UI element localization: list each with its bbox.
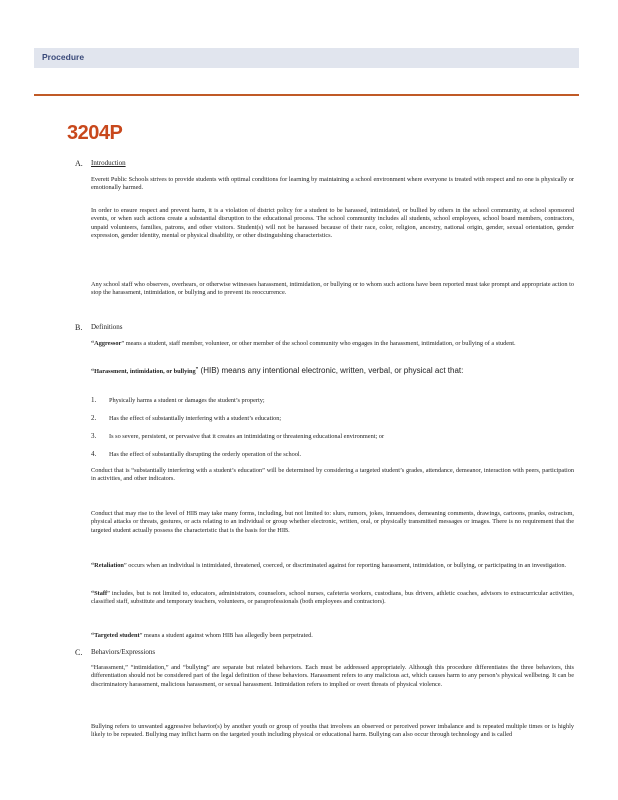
procedure-header-band <box>34 48 579 68</box>
section-letter: B. <box>75 323 83 332</box>
section-a-heading <box>75 159 126 168</box>
hib-item-3: 3. Is so severe, persistent, or pervasive that it creates an intimidating or threatening educational environment; or <box>91 432 385 440</box>
conduct-paragraph-2: Conduct that may rise to the level of HIB may take many forms, including, but not limited to: slurs, rumors, jokes, innuendoes, demeaning comments, drawings, cartoons, pranks, ostracism, physical attacks or threats, gestures, or acts relating to an individual or group whether electronic, written, oral, or physically transmitted messages or images. There is no requirement that the targeted student actually possess the characteristic that is the basis for the HIB. <box>91 510 574 534</box>
definition-aggressor <box>91 340 574 348</box>
policy-number: 3204P <box>67 122 123 144</box>
term-aggressor: “Aggressor <box>91 340 122 347</box>
section-title: Introduction <box>91 159 126 167</box>
intro-paragraph-3: Any school staff who observes, overhears, or otherwise witnesses harassment, intimidation, or bullying or to whom such actions have been reported must take prompt and appropriate action to stop the harassment, intimidation, or bullying and to prevent its reoccurrence. <box>91 281 574 297</box>
section-title: Definitions <box>91 323 123 331</box>
definition-staff <box>91 590 574 607</box>
section-title: Behaviors/Expressions <box>91 648 156 656</box>
hib-item-1: 1. Physically harms a student or damages the student’s property; <box>91 396 265 404</box>
behaviors-paragraph-2: Bullying refers to unwanted aggressive behavior(s) by another youth or group of youths that involves an observed or perceived power imbalance and is repeated multiple times or is highly likely to be repeated. Bullying may inflict harm on the targeted youth including physical or educational harm. Bullying can also occur through technology and is called <box>91 723 574 739</box>
section-b-heading <box>75 323 123 332</box>
behaviors-paragraph-1: “Harassment,” “intimidation,” and “bullying” are separate but related behaviors. Each must be addressed appropriately. Although this procedure differentiates the three behaviors, this differentiation should not be considered part of the legal definition of these behaviors. Harassment refers to any malicious act, which causes harm to any person’s physical wellbeing. It can be discriminatory harassment, malicious harassment, or sexual harassment. Intimidation refers to implied or overt threats of physical violence. <box>91 664 574 688</box>
term-targeted-student: “Targeted student <box>91 632 140 639</box>
section-letter: A. <box>75 159 83 168</box>
definition-hib <box>91 366 574 377</box>
section-c-heading <box>75 648 156 657</box>
definition-text: ” includes, but is not limited to, educators, administrators, counselors, school nurses, cafeteria workers, custodians, bus drivers, athletic coaches, advisors to extracurricular activities, classified staff, substitute and temporary teachers, volunteers, or paraprofessionals (both employees and contractors). <box>91 590 574 606</box>
term-staff: “Staff <box>91 590 108 597</box>
conduct-paragraph-1: Conduct that is “substantially interfering with a student’s education” will be determined by considering a targeted student’s grades, attendance, demeanor, interaction with peers, participation in activities, and other indicators. <box>91 467 574 483</box>
definition-text: ” (HIB) means any intentional electronic, written, verbal, or physical act that: <box>195 366 464 375</box>
definition-retaliation <box>91 562 574 570</box>
procedure-label: Procedure <box>42 52 85 62</box>
definition-text: ” means a student against whom HIB has allegedly been perpetrated. <box>139 632 313 639</box>
header-divider <box>34 94 579 96</box>
definition-text: ” occurs when an individual is intimidated, threatened, coerced, or discriminated against for reporting harassment, intimidation, or bullying, or participating in an investigation. <box>123 562 567 569</box>
definition-text: ” means a student, staff member, volunteer, or other member of the school community who engages in the harassment, intimidation, or bullying of a student. <box>121 340 516 347</box>
hib-item-2: 2. Has the effect of substantially interfering with a student’s education; <box>91 414 282 422</box>
intro-paragraph-2: In order to ensure respect and prevent harm, it is a violation of district policy for a student to be harassed, intimidated, or bullied by others in the school community, at school sponsored events, or when such actions create a substantial disruption to the educational process. The school community includes all students, school employees, school board members, contractors, unpaid volunteers, families, patrons, and other visitors. Student(s) will not be harassed because of their race, color, religion, ancestry, national origin, gender, sexual orientation, gender expression, gender identity, mental or physical disability, or other distinguishing characteristics. <box>91 207 574 240</box>
definition-targeted-student <box>91 632 574 640</box>
term-hib: “Harassment, intimidation, or bullying <box>91 368 196 375</box>
intro-paragraph-1: Everett Public Schools strives to provide students with optimal conditions for learning by maintaining a school environment where everyone is treated with respect and no one is physically or emotionally harmed. <box>91 176 574 192</box>
hib-item-4: 4. Has the effect of substantially disrupting the orderly operation of the school. <box>91 450 302 458</box>
term-retaliation: “Retaliation <box>91 562 124 569</box>
section-letter: C. <box>75 648 83 657</box>
